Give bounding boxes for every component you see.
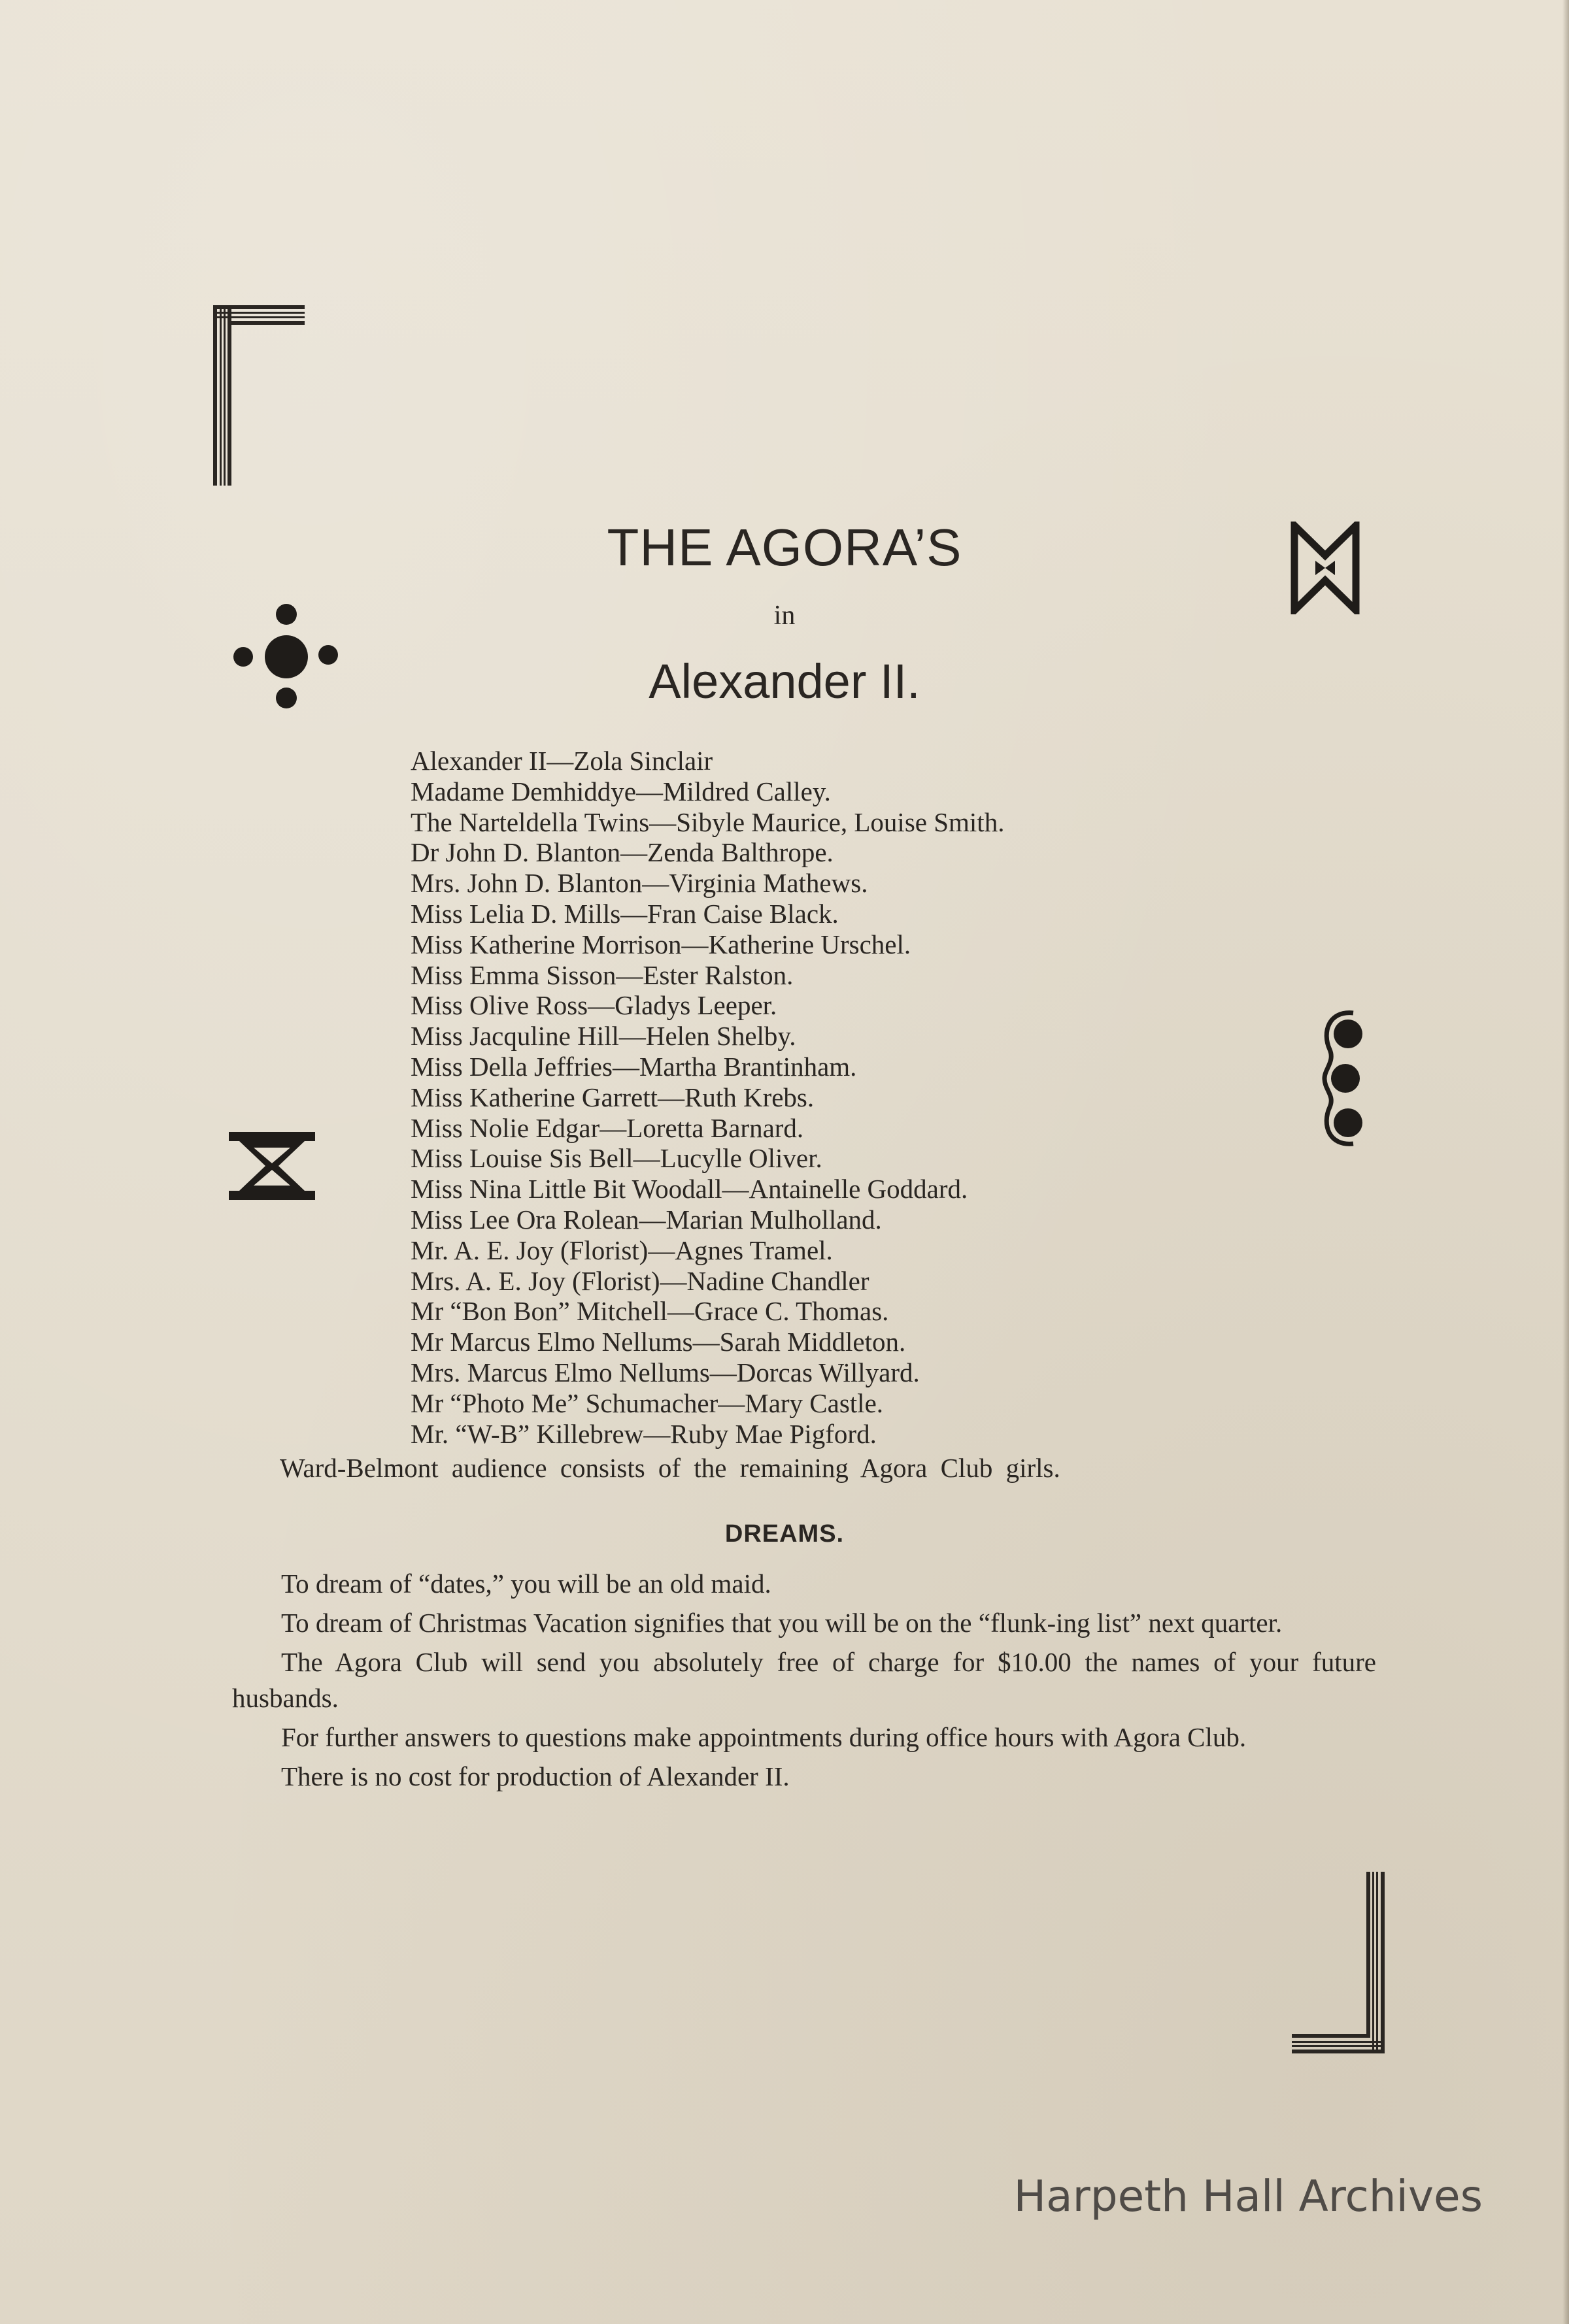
dreams-paragraph: To dream of Christmas Vacation signifies that you will be on the “flunk-ing list” next quarter. bbox=[281, 1608, 1283, 1638]
cast-entry: The Narteldella Twins—Sibyle Maurice, Louise Smith. bbox=[411, 806, 1005, 837]
cast-entry: Miss Nolie Edgar—Loretta Barnard. bbox=[411, 1112, 804, 1143]
page-edge-shadow bbox=[1562, 0, 1569, 2324]
archive-watermark: Harpeth Hall Archives bbox=[1013, 2171, 1483, 2221]
play-title: Alexander II. bbox=[649, 654, 920, 708]
cast-list bbox=[411, 746, 1004, 1449]
cast-entry: Mrs. John D. Blanton—Virginia Mathews. bbox=[411, 868, 868, 899]
dreams-heading: DREAMS. bbox=[724, 1520, 845, 1548]
cast-entry: Miss Lee Ora Rolean—Marian Mulholland. bbox=[411, 1204, 882, 1235]
scroll-dots-ornament-icon bbox=[1315, 1006, 1374, 1150]
cast-entry: Miss Katherine Garrett—Ruth Krebs. bbox=[411, 1082, 815, 1112]
cast-entry: Mr. “W-B” Killebrew—Ruby Mae Pigford. bbox=[411, 1418, 877, 1449]
corner-bracket-top-left-icon bbox=[211, 304, 309, 487]
program-connector-in: in bbox=[773, 601, 796, 631]
cast-entry: Mrs. Marcus Elmo Nellums—Dorcas Willyard. bbox=[411, 1357, 920, 1387]
cast-entry: Miss Jacquline Hill—Helen Shelby. bbox=[411, 1021, 796, 1052]
cast-entry: Mr Marcus Elmo Nellums—Sarah Middleton. bbox=[411, 1327, 906, 1357]
cast-entry: Miss Lelia D. Mills—Fran Caise Black. bbox=[411, 898, 839, 929]
corner-bracket-bottom-right-icon bbox=[1289, 1870, 1387, 2055]
cast-entry: Miss Nina Little Bit Woodall—Antainelle Goddard. bbox=[411, 1174, 968, 1204]
dreams-paragraph: There is no cost for production of Alexander II. bbox=[281, 1761, 790, 1791]
cast-entry: Mr “Bon Bon” Mitchell—Grace C. Thomas. bbox=[411, 1296, 889, 1327]
cast-entry: Mr. A. E. Joy (Florist)—Agnes Tramel. bbox=[411, 1235, 833, 1265]
cast-entry: Alexander II—Zola Sinclair bbox=[411, 746, 713, 776]
cast-entry: Miss Louise Sis Bell—Lucylle Oliver. bbox=[411, 1143, 822, 1174]
cast-entry: Dr John D. Blanton—Zenda Balthrope. bbox=[411, 837, 834, 868]
cast-entry: Miss Olive Ross—Gladys Leeper. bbox=[411, 990, 777, 1021]
cast-entry: Miss Katherine Morrison—Katherine Urschel. bbox=[411, 929, 911, 959]
cast-entry: Mr “Photo Me” Schumacher—Mary Castle. bbox=[411, 1387, 884, 1418]
dreams-section bbox=[232, 1566, 1376, 1798]
hourglass-ornament-icon bbox=[226, 1131, 318, 1201]
dreams-paragraph: To dream of “dates,” you will be an old maid. bbox=[281, 1569, 771, 1599]
dreams-paragraph: For further answers to questions make appointments during office hours with Agora Club. bbox=[281, 1722, 1247, 1752]
audience-note: Ward-Belmont audience consists of the remaining Agora Club girls. bbox=[280, 1453, 1060, 1483]
cast-entry: Miss Della Jeffries—Martha Brantinham. bbox=[411, 1051, 857, 1082]
dreams-paragraph: The Agora Club will send you absolutely free of charge for $10.00 the names of your future husbands. bbox=[232, 1647, 1376, 1713]
cast-entry: Mrs. A. E. Joy (Florist)—Nadine Chandler bbox=[411, 1265, 869, 1296]
program-title: THE AGORA’S bbox=[607, 518, 962, 576]
cast-entry: Madame Demhiddye—Mildred Calley. bbox=[411, 776, 831, 806]
cast-entry: Miss Emma Sisson—Ester Ralston. bbox=[411, 959, 794, 990]
